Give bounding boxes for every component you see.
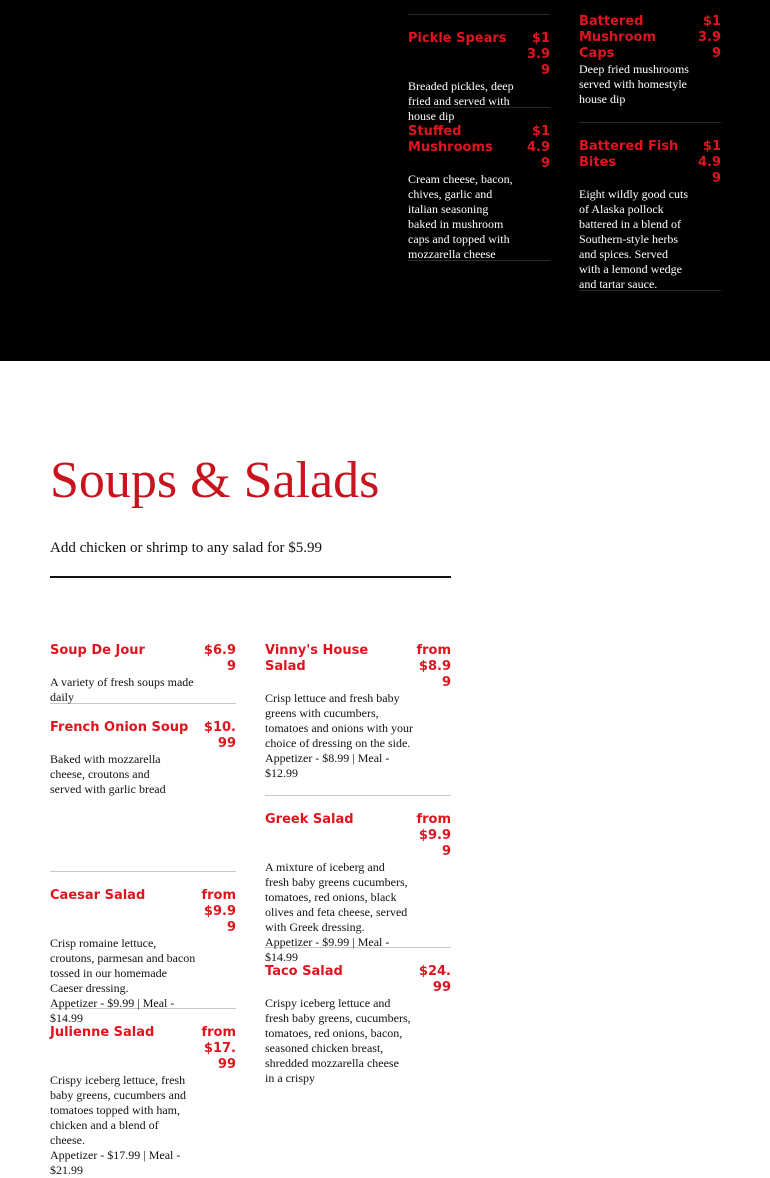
item-name: Caesar Salad bbox=[50, 888, 146, 903]
item-desc: Crisp romaine lettuce, croutons, parmesan and bacon tossed in our homemade Caeser dressing. bbox=[50, 936, 196, 995]
item-desc: Crispy iceberg lettuce, fresh baby greens, cucumbers and tomatoes topped with ham, chicken and a blend of cheese. bbox=[50, 1073, 186, 1147]
menu-item bbox=[579, 0, 721, 123]
item-desc: Eight wildly good cuts of Alaska pollock battered in a blend of Southern-style herbs and spices. Served with a lemond wedge and tartar sauce. bbox=[579, 187, 688, 291]
item-price: $24.99 bbox=[418, 964, 451, 995]
item-desc: Baked with mozzarella cheese, croutons and served with garlic bread bbox=[50, 752, 166, 796]
item-desc: Breaded pickles, deep fried and served with house dip bbox=[408, 79, 514, 123]
divider bbox=[408, 0, 550, 15]
item-extra: Appetizer - $9.99 | Meal - $14.99 bbox=[50, 996, 175, 1025]
item-price: from $8.99 bbox=[416, 643, 451, 690]
item-price: from $17.99 bbox=[201, 1025, 236, 1072]
menu-item bbox=[265, 948, 451, 1086]
menu-item bbox=[50, 1009, 236, 1178]
item-price: $6.99 bbox=[203, 643, 236, 674]
appetizers-section bbox=[0, 0, 770, 361]
item-extra: Appetizer - $17.99 | Meal - $21.99 bbox=[50, 1148, 181, 1177]
menu-item bbox=[50, 872, 236, 1025]
item-price: $13.99 bbox=[526, 31, 550, 78]
menu-item bbox=[50, 704, 236, 872]
item-name: French Onion Soup bbox=[50, 720, 189, 735]
item-desc: A mixture of iceberg and fresh baby greens cucumbers, tomatoes, red onions, black olives and feta cheese, served with Greek dressing. bbox=[265, 860, 408, 934]
section-title: Soups & Salads bbox=[50, 452, 380, 509]
section-rule bbox=[50, 576, 451, 578]
item-name: Taco Salad bbox=[265, 964, 343, 979]
menu-item bbox=[265, 643, 451, 796]
item-desc: A variety of fresh soups made daily bbox=[50, 675, 194, 704]
item-name: Battered Mushroom Caps bbox=[579, 14, 657, 61]
item-name: Julienne Salad bbox=[50, 1025, 155, 1040]
item-name: Pickle Spears bbox=[408, 31, 507, 46]
item-price: $14.99 bbox=[697, 139, 721, 186]
item-name: Greek Salad bbox=[265, 812, 354, 827]
item-desc: Crisp lettuce and fresh baby greens with cucumbers, tomatoes and onions with your choice of dressing on the side. bbox=[265, 691, 413, 750]
menu-item bbox=[265, 796, 451, 964]
item-price: $14.99 bbox=[526, 124, 550, 171]
item-name: Battered Fish Bites bbox=[579, 139, 679, 170]
item-price: $10.99 bbox=[203, 720, 236, 751]
appetizers-left-column bbox=[408, 0, 550, 261]
item-desc: Crispy iceberg lettuce and fresh baby greens, cucumbers, tomatoes, red onions, bacon, seasoned chicken breast, shredded mozzarella cheese in a crispy bbox=[265, 996, 411, 1085]
item-price: $13.99 bbox=[697, 14, 721, 61]
item-desc: Cream cheese, bacon, chives, garlic and italian seasoning baked in mushroom caps and topped with mozzarella cheese bbox=[408, 172, 513, 261]
item-name: Vinny's House Salad bbox=[265, 643, 369, 674]
menu-item bbox=[579, 123, 721, 291]
item-name: Soup De Jour bbox=[50, 643, 145, 658]
section-note: Add chicken or shrimp to any salad for $5.99 bbox=[50, 540, 323, 556]
item-desc: Deep fried mushrooms served with homestyle house dip bbox=[579, 62, 689, 106]
item-extra: Appetizer - $9.99 | Meal - $14.99 bbox=[265, 935, 390, 964]
item-price: from $9.99 bbox=[416, 812, 451, 859]
menu-item bbox=[408, 108, 550, 261]
menu-item bbox=[408, 15, 550, 123]
menu-item bbox=[50, 643, 236, 704]
soups-left-column bbox=[50, 643, 236, 1178]
soups-right-column bbox=[265, 643, 451, 1086]
appetizers-right-column bbox=[579, 0, 721, 291]
item-extra: Appetizer - $8.99 | Meal - $12.99 bbox=[265, 751, 390, 780]
item-price: from $9.99 bbox=[201, 888, 236, 935]
item-name: Stuffed Mushrooms bbox=[408, 124, 493, 155]
